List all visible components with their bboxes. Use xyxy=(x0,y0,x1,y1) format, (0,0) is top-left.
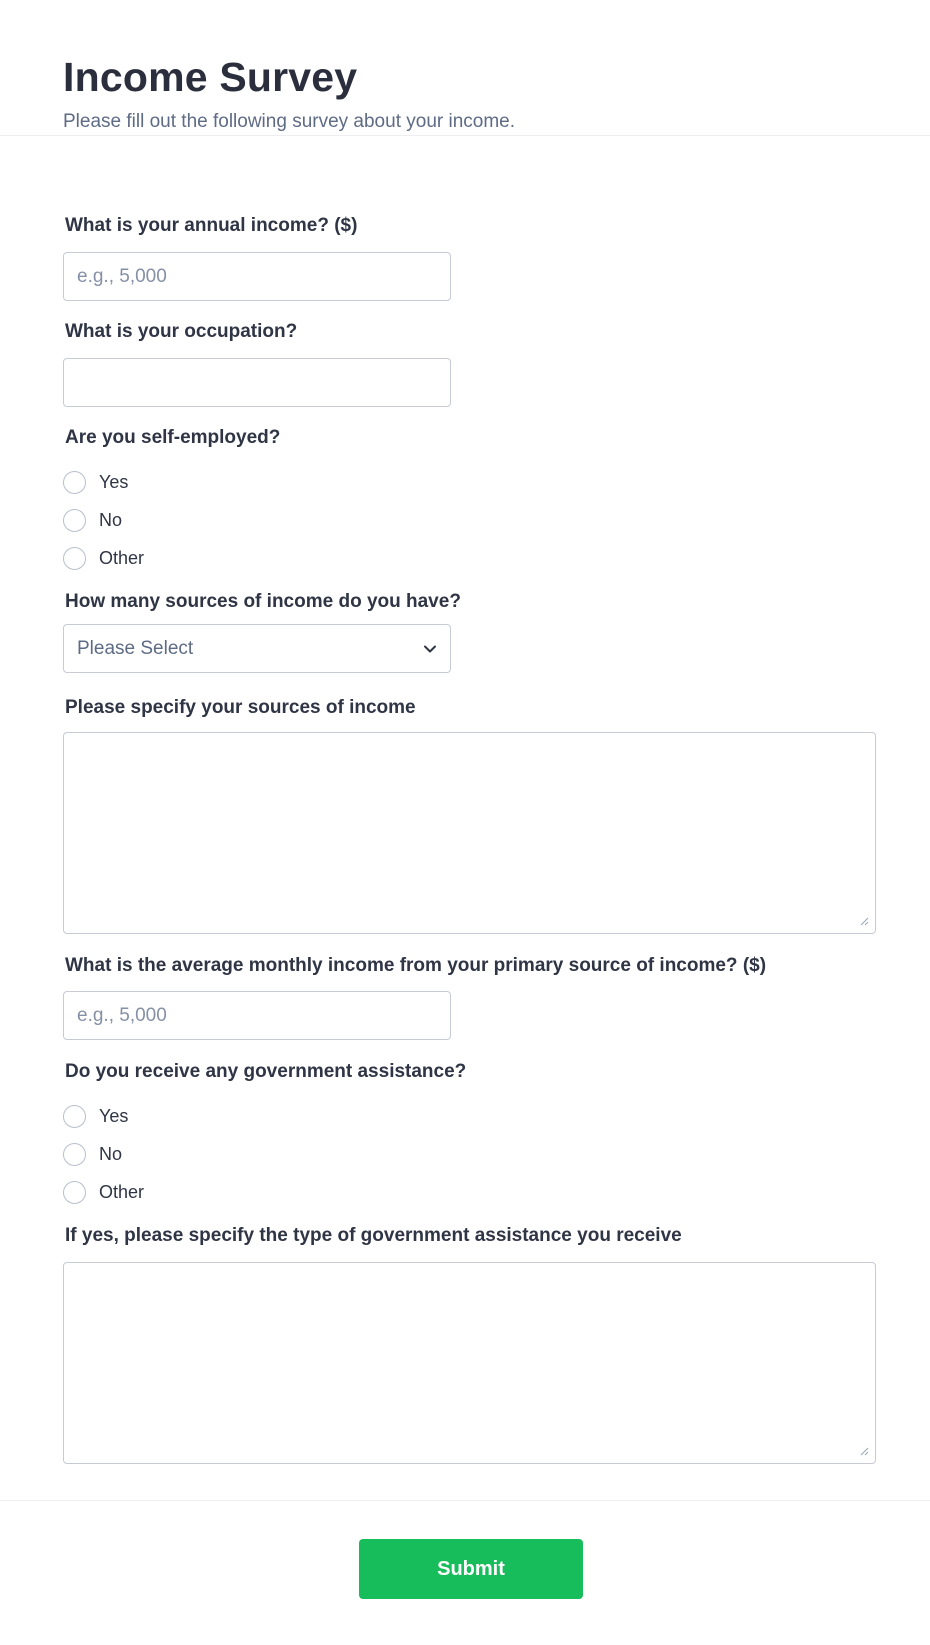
radio-label: No xyxy=(99,509,123,530)
assistance-type-textarea[interactable] xyxy=(63,1262,876,1464)
radio-label: Yes xyxy=(99,1105,129,1126)
radio-label: Other xyxy=(99,1181,145,1202)
occupation-label: What is your occupation? xyxy=(65,321,298,342)
government-assistance-option-yes[interactable] xyxy=(63,1103,128,1129)
select-value: Please Select xyxy=(77,637,194,659)
income-sources-count-select[interactable] xyxy=(63,624,451,673)
page-header xyxy=(0,0,930,136)
monthly-income-input[interactable] xyxy=(63,991,451,1040)
self-employed-option-other[interactable] xyxy=(63,545,144,571)
resize-grip-icon[interactable] xyxy=(859,1446,869,1456)
government-assistance-label: Do you receive any government assistance? xyxy=(65,1061,467,1082)
government-assistance-option-other[interactable] xyxy=(63,1179,144,1205)
radio-button[interactable] xyxy=(63,1181,86,1204)
footer-divider xyxy=(0,1500,930,1501)
income-sources-textarea[interactable] xyxy=(63,732,876,934)
radio-label: Yes xyxy=(99,471,129,492)
resize-grip-icon[interactable] xyxy=(859,916,869,926)
radio-label: Other xyxy=(99,547,145,568)
assistance-type-label: If yes, please specify the type of government assistance you receive xyxy=(65,1225,682,1246)
radio-button[interactable] xyxy=(63,1143,86,1166)
self-employed-option-no[interactable] xyxy=(63,507,122,533)
income-sources-label: Please specify your sources of income xyxy=(65,697,416,718)
radio-button[interactable] xyxy=(63,509,86,532)
radio-label: No xyxy=(99,1143,123,1164)
occupation-input[interactable] xyxy=(63,358,451,407)
chevron-down-icon xyxy=(422,641,438,657)
annual-income-label: What is your annual income? ($) xyxy=(65,215,358,236)
submit-button[interactable]: Submit xyxy=(359,1539,583,1599)
monthly-income-label: What is the average monthly income from your primary source of income? ($) xyxy=(65,955,767,976)
radio-button[interactable] xyxy=(63,471,86,494)
radio-button[interactable] xyxy=(63,547,86,570)
self-employed-option-yes[interactable] xyxy=(63,469,128,495)
annual-income-input[interactable] xyxy=(63,252,451,301)
radio-button[interactable] xyxy=(63,1105,86,1128)
government-assistance-option-no[interactable] xyxy=(63,1141,122,1167)
page-subtitle: Please fill out the following survey about your income. xyxy=(63,111,516,132)
page-title: Income Survey xyxy=(63,54,358,100)
income-sources-count-label: How many sources of income do you have? xyxy=(65,591,461,612)
self-employed-label: Are you self-employed? xyxy=(65,427,281,448)
